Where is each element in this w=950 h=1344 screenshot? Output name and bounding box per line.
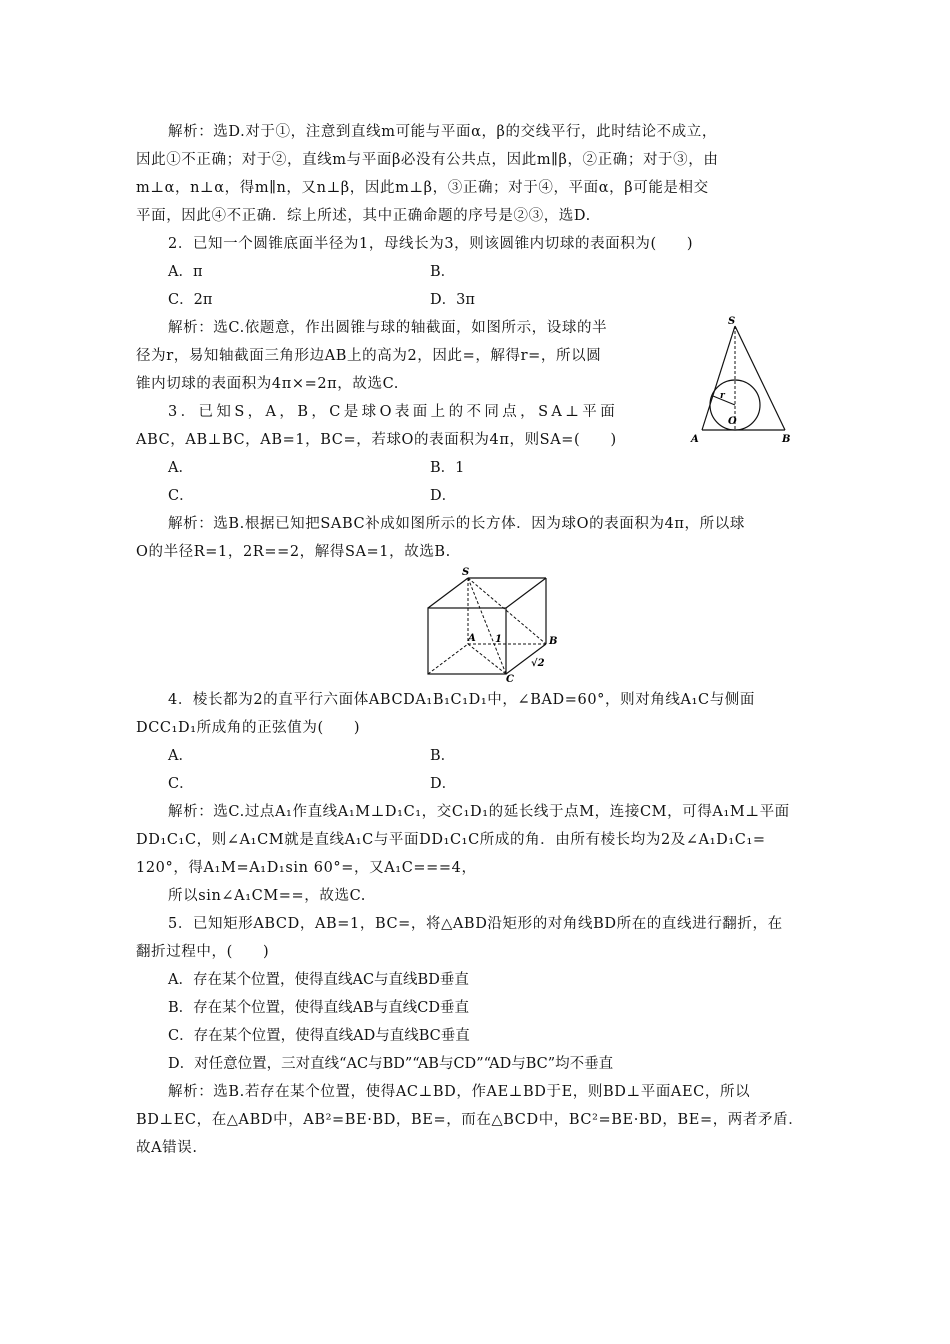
question-3-option-b: B．1 <box>430 460 465 476</box>
question-2-analysis-line-2: 径为r，易知轴截面三角形边AB上的高为2，因此=，解得r=，所以圆 <box>136 348 602 364</box>
cuboid-figure-label-sqrt2: √2 <box>531 658 545 669</box>
question-3-analysis-line-2: O的半径R=1，2R==2，解得SA=1，故选B. <box>136 544 451 560</box>
question-2-option-c: C．2π <box>168 292 213 308</box>
question-3-option-c: C． <box>168 488 194 504</box>
cone-figure-label-b: B <box>782 434 791 445</box>
question-3-analysis-line-1: 解析：选B.根据已知把SABC补成如图所示的长方体．因为球O的表面积为4π，所以球 <box>168 516 745 532</box>
question-5-analysis-line-1: 解析：选B.若存在某个位置，使得AC⊥BD，作AE⊥BD于E，则BD⊥平面AEC，所以 <box>168 1084 751 1100</box>
cuboid-figure-label-one: 1 <box>495 634 502 645</box>
question-4-analysis-line-3: 120°，得A₁M=A₁D₁sin 60°=，又A₁C===4， <box>136 860 477 876</box>
question-3-option-a: A． <box>168 460 193 476</box>
question-5-analysis-line-2: BD⊥EC，在△ABD中，AB²=BE·BD，BE=，而在△BCD中，BC²=BE·BD，BE=，两者矛盾． <box>136 1112 804 1128</box>
question-4-stem-line-1: 4．棱长都为2的直平行六面体ABCDA₁B₁C₁D₁中，∠BAD=60°，则对角线A₁C与侧面 <box>168 692 755 708</box>
question-4-analysis-line-2: DD₁C₁C，则∠A₁CM就是直线A₁C与平面DD₁C₁C所成的角．由所有棱长均为2及∠A₁D₁C₁= <box>136 832 766 848</box>
analysis-1-line-1: 解析：选D.对于①，注意到直线m可能与平面α，β的交线平行，此时结论不成立， <box>168 124 717 140</box>
cuboid-figure-label-s: S <box>462 567 470 578</box>
question-4-option-a: A． <box>168 748 193 764</box>
question-5-option-a: A．存在某个位置，使得直线AC与直线BD垂直 <box>168 972 469 988</box>
question-4-analysis-line-4: 所以sin∠A₁CM==，故选C. <box>168 888 366 904</box>
question-4-option-c: C． <box>168 776 194 792</box>
question-5-stem-line-1: 5．已知矩形ABCD，AB=1，BC=，将△ABD沿矩形的对角线BD所在的直线进行翻折，在 <box>168 916 783 932</box>
cone-figure-label-r: r <box>720 391 725 401</box>
cone-figure-label-o: O <box>728 416 737 427</box>
question-5-analysis-line-3: 故A错误. <box>136 1140 198 1156</box>
question-2-analysis-line-3: 锥内切球的表面积为4π×=2π，故选C. <box>136 376 399 392</box>
question-5-option-d: D．对任意位置，三对直线“AC与BD”“AB与CD”“AD与BC”均不垂直 <box>168 1056 614 1072</box>
cone-inscribed-sphere-figure <box>690 314 800 448</box>
question-2-stem: 2．已知一个圆锥底面半径为1，母线长为3，则该圆锥内切球的表面积为( ) <box>168 236 694 252</box>
question-3-stem-line-2: ABC，AB⊥BC，AB=1，BC=，若球O的表面积为4π，则SA=( ) <box>136 432 617 448</box>
question-4-stem-line-2: DCC₁D₁所成角的正弦值为( ) <box>136 720 361 736</box>
cuboid-figure-label-c: C <box>506 674 514 682</box>
question-2-option-a: A．π <box>168 264 203 280</box>
question-5-option-c: C．存在某个位置，使得直线AD与直线BC垂直 <box>168 1028 470 1044</box>
question-2-option-d: D．3π <box>430 292 475 308</box>
cuboid-figure-label-a: A <box>468 633 476 644</box>
question-3-stem-line-1: 3．已知S，A，B，C是球O表面上的不同点，SA⊥平面 <box>168 404 619 420</box>
question-2-analysis-line-1: 解析：选C.依题意，作出圆锥与球的轴截面，如图所示，设球的半 <box>168 320 608 336</box>
analysis-1-line-2: 因此①不正确；对于②，直线m与平面β必没有公共点，因此m∥β，②正确；对于③，由 <box>136 152 719 168</box>
analysis-1-line-4: 平面，因此④不正确．综上所述，其中正确命题的序号是②③，选D. <box>136 208 591 224</box>
question-5-option-b: B．存在某个位置，使得直线AB与直线CD垂直 <box>168 1000 470 1016</box>
question-3-option-d: D． <box>430 488 457 504</box>
analysis-1-line-3: m⊥α，n⊥α，得m∥n，又n⊥β，因此m⊥β，③正确；对于④，平面α，β可能是相交 <box>136 180 709 196</box>
cone-figure-label-s: S <box>728 316 736 327</box>
question-5-stem-line-2: 翻折过程中，( ) <box>136 944 270 960</box>
cuboid-figure <box>418 564 568 682</box>
question-2-option-b: B． <box>430 264 456 280</box>
cuboid-figure-label-b: B <box>549 636 558 647</box>
question-4-analysis-line-1: 解析：选C.过点A₁作直线A₁M⊥D₁C₁，交C₁D₁的延长线于点M，连接CM，可得A₁M⊥平面 <box>168 804 790 820</box>
question-4-option-d: D． <box>430 776 457 792</box>
cone-figure-label-a: A <box>691 434 699 445</box>
question-4-option-b: B． <box>430 748 456 764</box>
